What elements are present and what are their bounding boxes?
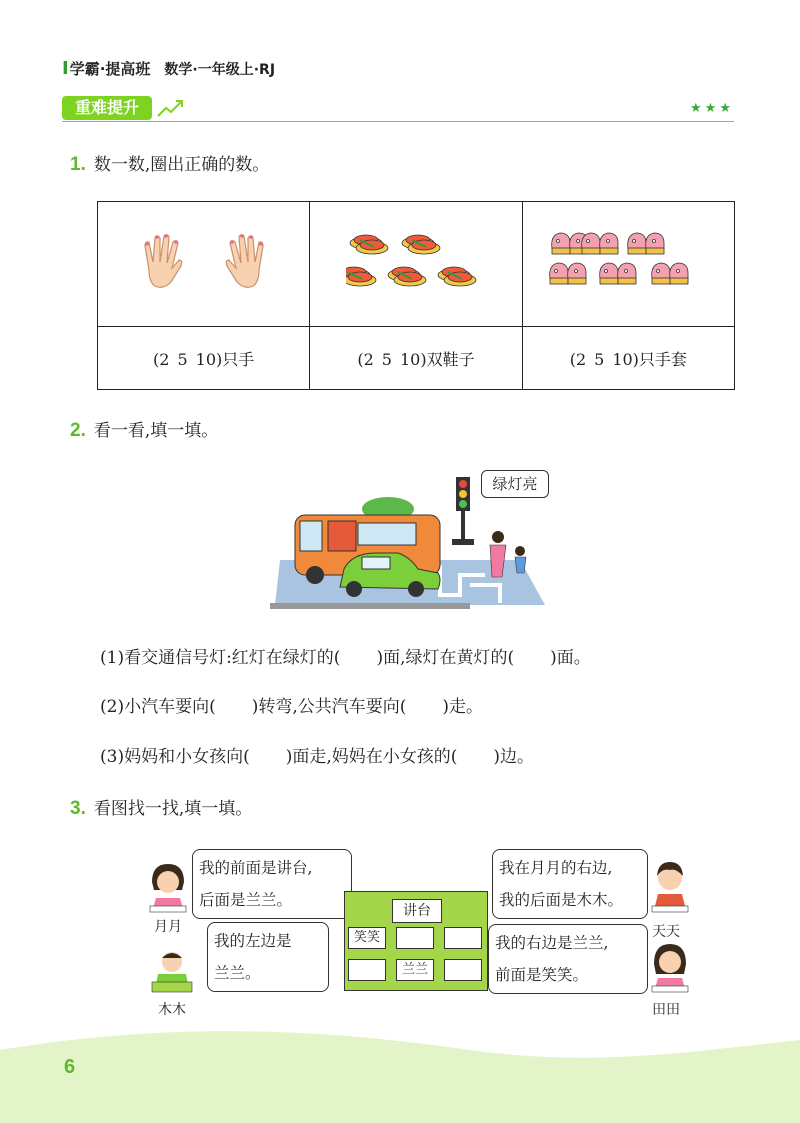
- name-yueyue: 月月: [154, 919, 182, 935]
- kid-tiantian: [648, 858, 692, 918]
- question-1: [70, 150, 269, 176]
- q2-sentence-2: [100, 692, 483, 717]
- footer-wave: [0, 1020, 800, 1123]
- name-tiantian: 天天: [652, 924, 680, 940]
- kid-mumu: [148, 948, 198, 998]
- option-five[interactable]: 5: [177, 349, 188, 369]
- seat-r1c2[interactable]: [396, 927, 434, 949]
- seat-r2c1[interactable]: [348, 959, 386, 981]
- shoes-options[interactable]: [310, 327, 522, 390]
- seat-r2c3[interactable]: [444, 959, 482, 981]
- rising-arrow-icon: [156, 96, 186, 120]
- seat-r1c3[interactable]: [444, 927, 482, 949]
- sentence-part: )走。: [442, 697, 484, 717]
- bubble-line: 我的右边是兰兰,: [495, 934, 609, 952]
- unit-label: 双鞋子: [426, 349, 475, 369]
- name-tiantian2: 田田: [652, 1002, 680, 1018]
- option-ten[interactable]: 10): [195, 349, 223, 369]
- page-number: 6: [64, 1056, 76, 1078]
- brand-title: 学霸·提高班: [69, 60, 151, 78]
- section-divider: [62, 121, 734, 122]
- podium-label: 讲台: [392, 899, 442, 923]
- kid-tiantian2: [648, 940, 692, 998]
- sentence-part: (2)小汽车要向(: [100, 697, 216, 717]
- subject-label: 数学·一年级上·RJ: [164, 62, 276, 78]
- seat-r2c2[interactable]: 兰兰: [396, 959, 434, 981]
- q2-sentence-3: [100, 742, 534, 767]
- hands-picture: [139, 232, 269, 292]
- hands-cell: [98, 202, 310, 327]
- question-number: 2.: [70, 420, 86, 441]
- question-text: 数一数,圈出正确的数。: [93, 155, 270, 175]
- mittens-picture: [548, 227, 708, 297]
- option-ten[interactable]: 10): [399, 349, 427, 369]
- speech-text: 绿灯亮: [492, 475, 538, 493]
- sentence-part: (3)妈妈和小女孩向(: [100, 747, 250, 767]
- option-five[interactable]: 5: [594, 349, 605, 369]
- book-brand: [62, 58, 275, 79]
- speech-bubble-traffic: [481, 470, 549, 498]
- option-two[interactable]: (2: [569, 349, 587, 369]
- question-text: 看图找一找,填一填。: [93, 799, 253, 819]
- bubble-line: 我在月月的右边,: [499, 859, 613, 877]
- question-2: [70, 416, 218, 442]
- question-number: 3.: [70, 798, 86, 819]
- mittens-cell: [522, 202, 734, 327]
- option-two[interactable]: (2: [357, 349, 374, 369]
- option-ten[interactable]: 10): [612, 349, 639, 369]
- section-tag: 重难提升: [62, 96, 152, 120]
- question-number: 1.: [70, 154, 86, 175]
- difficulty-stars: ★★★: [690, 101, 734, 116]
- bubble-line: 前面是笑笑。: [495, 966, 589, 984]
- unit-label: 只手: [222, 349, 255, 369]
- question-text: 看一看,填一填。: [93, 421, 219, 441]
- book-icon: Ⅰ: [62, 58, 69, 79]
- bubble-tiantian: [492, 849, 648, 919]
- mittens-options[interactable]: [522, 327, 734, 390]
- bubble-yueyue: [192, 849, 352, 919]
- name-mumu: 木木: [158, 1002, 186, 1018]
- bubble-line: 兰兰。: [214, 964, 261, 982]
- hands-options[interactable]: [98, 327, 310, 390]
- option-two[interactable]: (2: [153, 349, 170, 369]
- unit-label: 只手套: [638, 349, 687, 369]
- q2-sentence-1: [100, 643, 591, 668]
- question-3: [70, 794, 252, 820]
- bubble-line: 我的左边是: [214, 932, 292, 950]
- sentence-part: )面,绿灯在黄灯的(: [376, 648, 515, 668]
- sentence-part: (1)看交通信号灯:红灯在绿灯的(: [100, 648, 341, 668]
- counting-table: [97, 201, 735, 390]
- bubble-line: 我的前面是讲台,: [199, 859, 313, 877]
- sentence-part: )转弯,公共汽车要向(: [251, 697, 407, 717]
- bubble-tiantian2: [488, 924, 648, 994]
- bubble-mumu: [207, 922, 329, 992]
- sentence-part: )边。: [493, 747, 535, 767]
- sentence-part: )面走,妈妈在小女孩的(: [285, 747, 458, 767]
- kid-yueyue: [146, 860, 190, 916]
- shoes-cell: [310, 202, 522, 327]
- option-five[interactable]: 5: [381, 349, 392, 369]
- sentence-part: )面。: [550, 648, 591, 668]
- seat-r1c1[interactable]: 笑笑: [348, 927, 386, 949]
- bubble-line: 后面是兰兰。: [199, 891, 293, 909]
- bubble-line: 我的后面是木木。: [499, 891, 624, 909]
- classroom-seating: [344, 891, 488, 991]
- shoes-picture: [346, 227, 486, 297]
